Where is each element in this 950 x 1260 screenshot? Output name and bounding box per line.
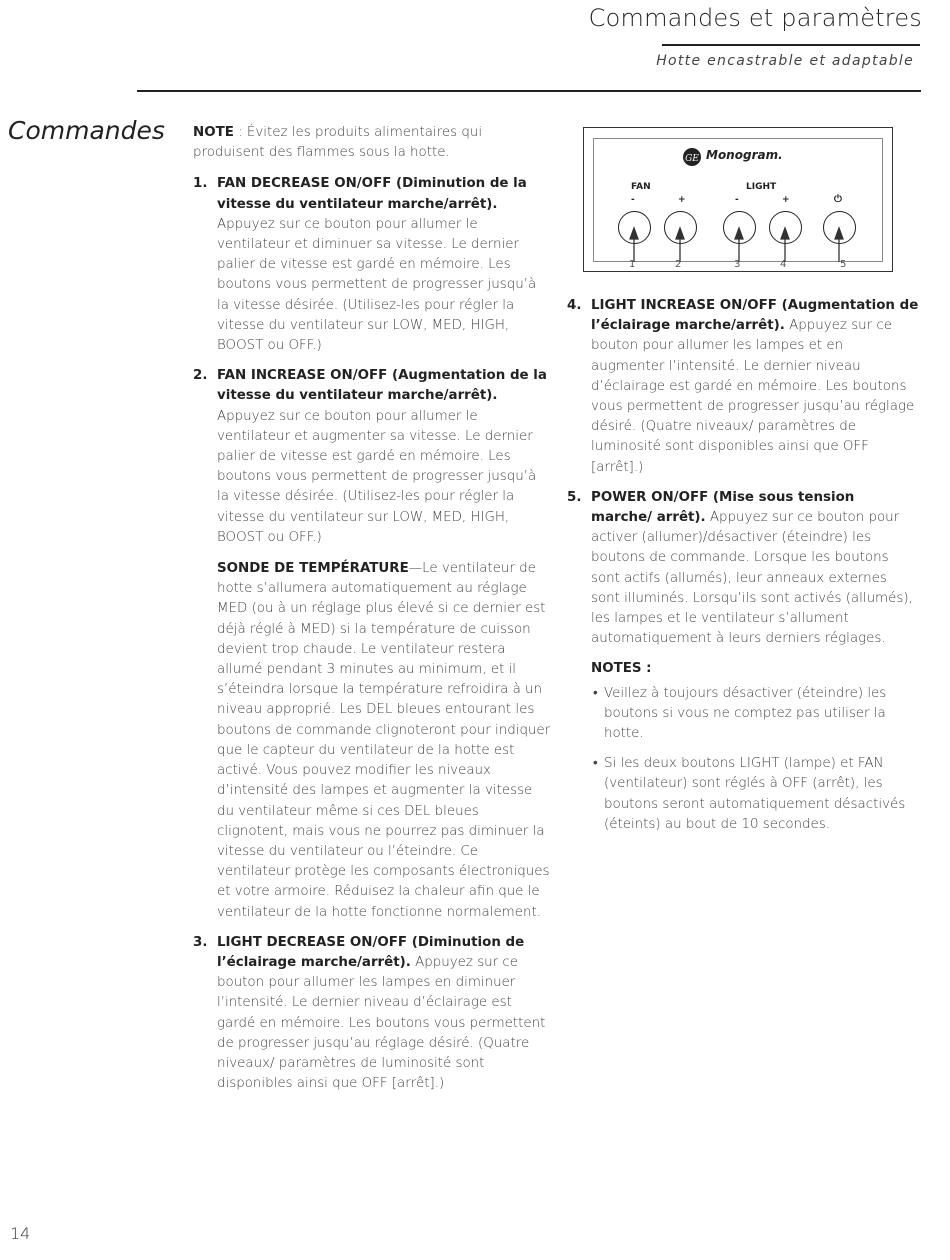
item-title: FAN INCREASE ON/OFF (Augmentation de la vitesse du ventilateur marche/arrêt).: [217, 368, 547, 404]
header-rule-short: [662, 44, 920, 46]
item-number: 4.: [567, 298, 582, 313]
section-title: Commandes: [8, 116, 165, 145]
item-number: 3.: [193, 934, 208, 950]
brand-name: Monogram.: [706, 148, 783, 162]
note-label: NOTE: [193, 125, 234, 140]
item-number: 2.: [193, 368, 208, 384]
callout-5: 5: [840, 259, 847, 270]
callout-3: 3: [734, 259, 741, 270]
item-title: POWER ON/OFF (Mise sous tension marche/ arrêt).: [591, 489, 855, 526]
callout-4: 4: [780, 259, 787, 270]
item-title: LIGHT INCREASE ON/OFF (Augmentation de l’éclairage marche/arrêt).: [591, 298, 919, 334]
light-plus-sign: +: [782, 195, 790, 205]
notes: [567, 659, 919, 835]
temperature-probe: [193, 559, 551, 923]
probe-label: SONDE DE TEMPÉRATURE: [217, 561, 409, 577]
item-number: 1.: [193, 176, 208, 192]
notes-heading: NOTES :: [591, 661, 652, 677]
item-text: Appuyez sur ce bouton pour allumer les lampes et en augmenter l’intensité. Le dernier niveau d’éclairage est gardé en mémoire. Les boutons vous permettent de progresser jusqu’au réglage désiré. (Quatre niveaux/ paramètres de luminosité sont disponibles ainsi que OFF [arrêt].): [591, 318, 915, 475]
fan-label: FAN: [631, 182, 651, 192]
callout-1: 1: [629, 259, 636, 270]
item-text: Appuyez sur ce bouton pour activer (allumer)/désactiver (éteindre) les boutons de commande. Lorsque les boutons sont actifs (allumés), leur anneaux externes sont illuminés. Lorsqu’ils sont activés (allumés), les lampes et le ventilateur s’allument automatiquement à leurs derniers réglages.: [591, 510, 913, 647]
item-text: Appuyez sur ce bouton pour allumer le ventilateur et diminuer sa vitesse. Le dernier palier de vitesse est gardé en mémoire. Les boutons vous permettent de progresser jusqu’à la vitesse désirée. (Utilisez-les pour régler la vitesse du ventilateur sur LOW, MED, HIGH, BOOST ou OFF.): [217, 216, 537, 354]
item-1: [193, 174, 551, 356]
probe-text: —Le ventilateur de hotte s’allumera automatiquement au réglage MED (ou à un réglage plus élevé si ce dernier est déjà réglé à MED) si la température de cuisson devient trop chaude. Le ventilateur restera allumé pendant 3 minutes au minimum, et il s’éteindra lorsque la température refroidira à un niveau approprié. Les DEL bleues entourant les boutons de commande clignoteront pour indiquer que le capteur du ventilateur de la hotte est activé. Vous pouvez modifier les niveaux d’intensité des lampes et augmenter la vitesse du ventilateur même si ces DEL bleues clignotent, mais vous ne pourrez pas diminuer la vitesse du ventilateur ou l’éteindre. Ce ventilateur protège les composants électroniques et votre armoire. Réduisez la chaleur afin que le ventilateur de la hotte fonctionne normalement.: [217, 561, 551, 920]
callout-arrows-icon: [594, 139, 884, 263]
header-subtitle: Hotte encastrable et adaptable: [656, 53, 914, 69]
item-number: 5.: [567, 489, 582, 505]
left-column: [193, 123, 551, 1094]
page-number: 14: [10, 1224, 31, 1243]
control-panel: [593, 138, 883, 262]
item-5: [567, 488, 919, 650]
fan-minus-sign: -: [631, 195, 635, 205]
bullet-text: Veillez à toujours désactiver (éteindre) les boutons si vous ne comptez pas utiliser la hotte.: [604, 685, 887, 742]
light-minus-sign: -: [735, 195, 739, 205]
item-4: [567, 296, 919, 478]
notes-bullet-1: • Veillez à toujours désactiver (éteindre) les boutons si vous ne comptez pas utiliser la hotte.: [593, 685, 887, 742]
note: [193, 123, 551, 163]
control-panel-diagram: [583, 127, 893, 272]
item-title: FAN DECREASE ON/OFF (Diminution de la vitesse du ventilateur marche/arrêt).: [217, 176, 527, 212]
callout-2: 2: [675, 259, 682, 270]
notes-bullet-2: • Si les deux boutons LIGHT (lampe) et FAN (ventilateur) sont réglés à OFF (arrêt), les boutons seront automatiquement désactivés (éteints) au bout de 10 secondes.: [593, 756, 906, 832]
item-title: LIGHT DECREASE ON/OFF (Diminution de l’éclairage marche/arrêt).: [217, 934, 525, 970]
power-symbol-icon: ⏻: [834, 194, 842, 205]
item-2: [193, 366, 551, 548]
note-text: : Évitez les produits alimentaires qui produisent des flammes sous la hotte.: [193, 125, 483, 161]
right-column: [567, 296, 919, 835]
header-rule-long: [137, 90, 921, 92]
ge-logo-mark: GE: [685, 154, 699, 164]
item-3: [193, 933, 551, 1095]
header-title: Commandes et paramètres: [588, 4, 922, 32]
bullet-text: Si les deux boutons LIGHT (lampe) et FAN (ventilateur) sont réglés à OFF (arrêt), les boutons seront automatiquement désactivés (éteints) au bout de 10 secondes.: [604, 756, 906, 832]
item-text: Appuyez sur ce bouton pour allumer les lampes en diminuer l’intensité. Le dernier niveau d’éclairage est gardé en mémoire. Les boutons vous permettent de progresser jusqu’au réglage désiré. (Quatre niveaux/ paramètres de luminosité sont disponibles ainsi que OFF [arrêt].): [217, 954, 546, 1092]
item-text: Appuyez sur ce bouton pour allumer le ventilateur et augmenter sa vitesse. Le dernier palier de vitesse est gardé en mémoire. Les boutons vous permettent de progresser jusqu’à la vitesse désirée. (Utilisez-les pour régler la vitesse du ventilateur sur LOW, MED, HIGH, BOOST ou OFF.): [217, 408, 537, 545]
light-label: LIGHT: [746, 182, 777, 192]
fan-plus-sign: +: [678, 195, 686, 205]
